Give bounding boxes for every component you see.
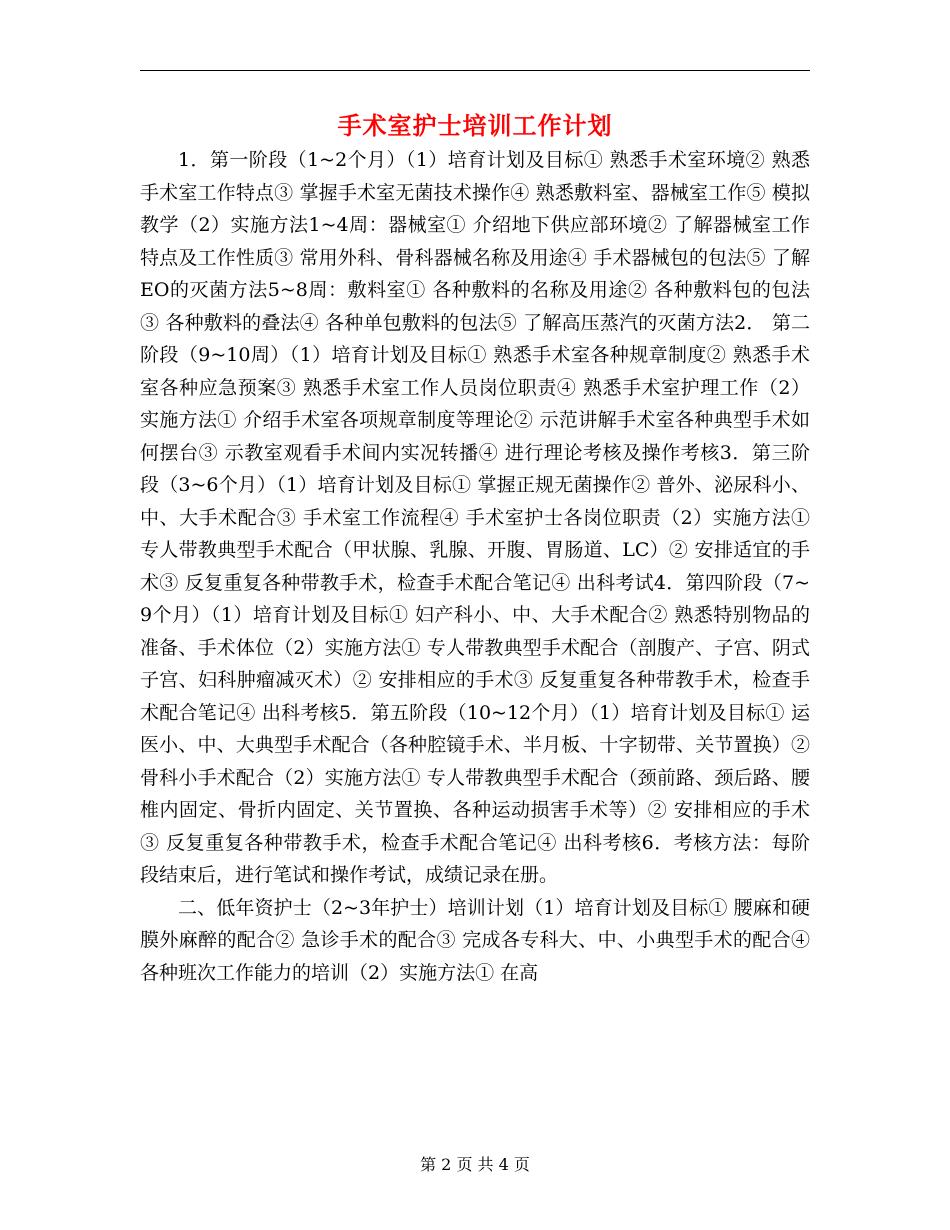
body-paragraph-1: 1．第一阶段（1~2个月）（1）培育计划及目标① 熟悉手术室环境② 熟悉手术室工作特点③ 掌握手术室无菌技术操作④ 熟悉敷料室、器械室工作⑤ 模拟教学（2）实施方法1~4周：器械室① 介绍地下供应部环境② 了解器械室工作特点及工作性质③ 常用外科、骨科器械名称及用途④ 手术器械包的包法⑤ 了解EO的灭菌方法5~8周：敷料室① 各种敷料的名称及用途② 各种敷料包的包法③ 各种敷料的叠法④ 各种单包敷料的包法⑤ 了解高压蒸汽的灭菌方法2． 第二阶段（9~10周）（1）培育计划及目标① 熟悉手术室各种规章制度② 熟悉手术室各种应急预案③ 熟悉手术室工作人员岗位职责④ 熟悉手术室护理工作（2）实施方法① 介绍手术室各项规章制度等理论② 示范讲解手术室各种典型手术如何摆台③ 示教室观看手术间内实况转播④ 进行理论考核及操作考核3．第三阶段（3~6个月）（1）培育计划及目标① 掌握正规无菌操作② 普外、泌尿科小、中、大手术配合③ 手术室工作流程④ 手术室护士各岗位职责（2）实施方法① 专人带教典型手术配合（甲状腺、乳腺、开腹、胃肠道、LC）② 安排适宜的手术③ 反复重复各种带教手术，检查手术配合笔记④ 出科考试4．第四阶段（7~9个月）（1）培育计划及目标① 妇产科小、中、大手术配合② 熟悉特别物品的准备、手术体位（2）实施方法① 专人带教典型手术配合（剖腹产、子宫、阴式子宫、妇科肿瘤减灭术）② 安排相应的手术③ 反复重复各种带教手术，检查手术配合笔记④ 出科考核5．第五阶段（10~12个月）（1）培育计划及目标① 运医小、中、大典型手术配合（各种腔镜手术、半月板、十字韧带、关节置换）② 骨科小手术配合（2）实施方法① 专人带教典型手术配合（颈前路、颈后路、腰椎内固定、骨折内固定、关节置换、各种运动损害手术等）② 安排相应的手术③ 反复重复各种带教手术，检查手术配合笔记④ 出科考核6．考核方法：每阶段结束后，进行笔试和操作考试，成绩记录在册。	[140, 149, 810, 886]
body-paragraph-2: 二、低年资护士（2~3年护士）培训计划（1）培育计划及目标① 腰麻和硬膜外麻醉的配合② 急诊手术的配合③ 完成各专科大、中、小典型手术的配合④ 各种班次工作能力的培训（2）实施方法① 在高	[140, 896, 810, 984]
header-rule	[140, 70, 810, 71]
page-footer: 第 2 页 共 4 页	[420, 1155, 530, 1174]
document-body	[140, 144, 810, 989]
document-title: 手术室护士培训工作计划	[337, 111, 613, 140]
